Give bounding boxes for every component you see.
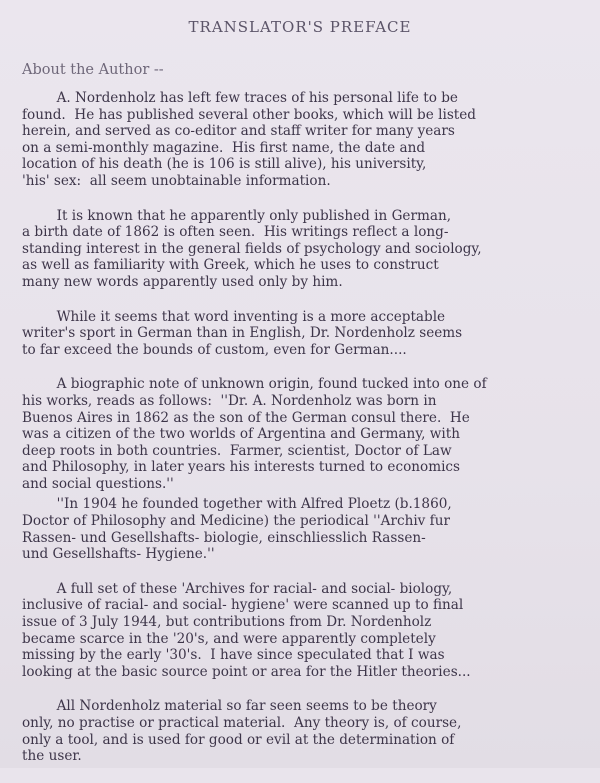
text-line: A full set of these 'Archives for racial- and social- biology, [22,580,453,597]
text-line: Rassen- und Gesellshafts- biologie, einschliesslich Rassen- [22,529,426,546]
text-line: as well as familiarity with Greek, which he uses to construct [22,257,439,274]
text-line: 'his' sex: all seem unobtainable information. [22,172,331,189]
text-line: A biographic note of unknown origin, found tucked into one of [22,376,487,393]
text-line: became scarce in the '20's, and were apparently completely [22,630,436,647]
text-line: a birth date of 1862 is often seen. His writings reflect a long- [22,224,449,241]
text-line: many new words apparently used only by him. [22,273,343,290]
text-line: deep roots in both countries. Farmer, scientist, Doctor of Law [22,442,452,459]
text-line: Buenos Aires in 1862 as the son of the German consul there. He [22,409,470,426]
text-line: standing interest in the general fields of psychology and sociology, [22,240,482,257]
text-line: It is known that he apparently only published in German, [22,207,452,224]
text-line: looking at the basic source point or area for the Hitler theories... [22,663,471,680]
text-line: writer's sport in German than in English, Dr. Nordenholz seems [22,325,463,342]
paragraph-word-inventing [22,309,584,359]
text-line: issue of 3 July 1944, but contributions from Dr. Nordenholz [22,614,432,631]
paragraph-archives [22,581,584,681]
text-line: All Nordenholz material so far seen seems to be theory [22,698,437,715]
page-title: TRANSLATOR'S PREFACE [188,18,412,36]
section-heading: About the Author -- [22,62,164,78]
paragraph-personal-life [22,90,584,190]
paragraph-periodical [22,496,584,562]
text-line: and social questions.'' [22,475,174,492]
text-line: inclusive of racial- and social- hygiene' were scanned up to final [22,597,464,614]
text-line: ''In 1904 he founded together with Alfred Ploetz (b.1860, [22,496,452,513]
text-line: and Philosophy, in later years his interests turned to economics [22,459,461,476]
text-line: A. Nordenholz has left few traces of his personal life to be [22,90,458,106]
text-line: location of his death (he is 106 is still alive), his university, [22,156,427,173]
text-line: herein, and served as co-editor and staff writer for many years [22,123,455,140]
paragraph-biographic-note [22,376,584,492]
text-line: missing by the early '30's. I have since speculated that I was [22,647,445,664]
text-line: found. He has published several other books, which will be listed [22,106,477,123]
text-line: to far exceed the bounds of custom, even for German.... [22,341,407,358]
text-line: on a semi-monthly magazine. His first name, the date and [22,139,426,156]
text-line: only, no practise or practical material. Any theory is, of course, [22,715,462,731]
document-body [22,90,584,783]
text-line: the user. [22,748,82,765]
text-line: While it seems that word inventing is a more acceptable [22,308,446,325]
text-line: only a tool, and is used for good or evil at the determination of [22,731,455,748]
text-line: was a citizen of the two worlds of Argentina and Germany, with [22,426,460,443]
text-line: Doctor of Philosophy and Medicine) the periodical ''Archiv fur [22,513,450,530]
paragraph-publications [22,208,584,291]
text-line: und Gesellshafts- Hygiene.'' [22,546,215,563]
paragraph-theory [22,698,584,764]
text-line: his works, reads as follows: ''Dr. A. Nordenholz was born in [22,392,437,409]
